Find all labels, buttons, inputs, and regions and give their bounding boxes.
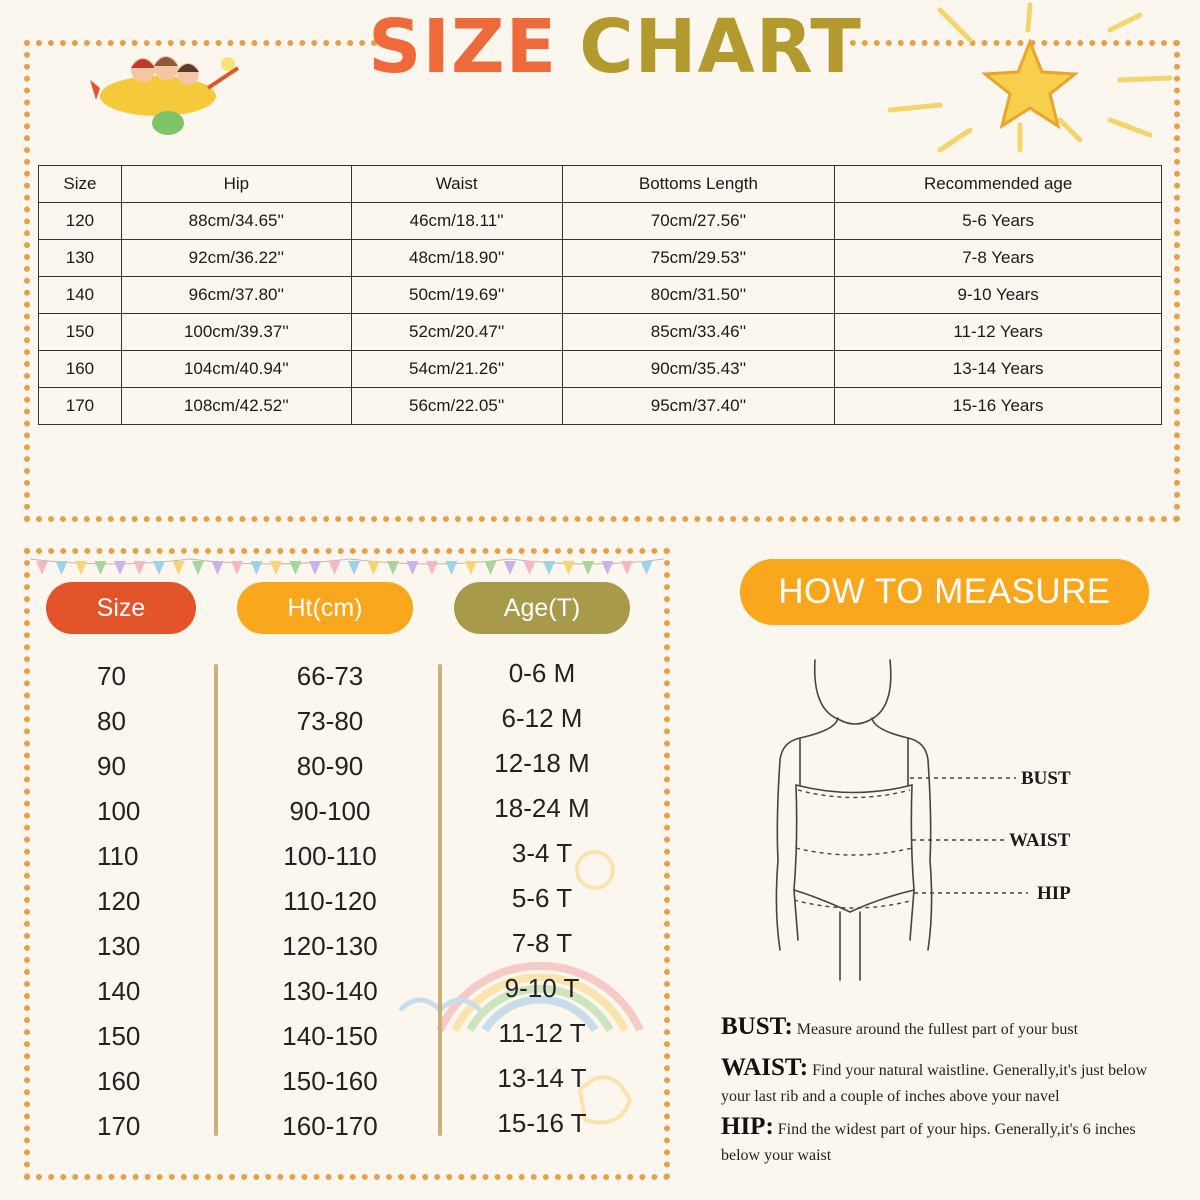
table-cell: 92cm/36.22'' [121, 240, 351, 277]
list-item: 70 [97, 661, 126, 691]
table-cell: 46cm/18.11'' [351, 203, 562, 240]
table-row [39, 388, 1162, 425]
table-row [39, 277, 1162, 314]
bunting-flag [212, 561, 224, 575]
bunting-flag [504, 561, 516, 575]
table-cell: 108cm/42.52'' [121, 388, 351, 425]
list-item: 140-150 [282, 1021, 378, 1051]
bunting-flag [407, 561, 419, 575]
bunting-flag [387, 561, 399, 575]
list-item: 7-8 T [511, 928, 573, 958]
table-cell: 13-14 Years [835, 351, 1162, 388]
list-item: 140 [97, 976, 141, 1006]
column-divider [214, 664, 218, 1136]
header-waist: Waist [351, 166, 562, 203]
table-cell: 100cm/39.37'' [121, 314, 351, 351]
table-row [39, 314, 1162, 351]
hip-text: Find the widest part of your hips. Generally,it's 6 inches below your waist [721, 1121, 1136, 1164]
table-cell: 85cm/33.46'' [562, 314, 835, 351]
size-table [38, 165, 1162, 425]
size-column-header: Size [46, 582, 196, 634]
list-item: 120 [97, 886, 141, 916]
header-recommended-age: Recommended age [835, 166, 1162, 203]
table-cell: 150 [39, 314, 122, 351]
table-cell: 52cm/20.47'' [351, 314, 562, 351]
table-cell: 96cm/37.80'' [121, 277, 351, 314]
list-item: 110 [97, 841, 139, 871]
height-values-list [240, 654, 420, 1149]
bunting-flag [543, 561, 555, 575]
bunting-flag [524, 561, 536, 575]
list-item: 120-130 [282, 931, 378, 961]
bust-term: BUST: [721, 1013, 793, 1040]
table-cell: 88cm/34.65'' [121, 203, 351, 240]
bunting-flag [192, 561, 204, 575]
list-item: 13-14 T [497, 1063, 587, 1093]
waist-text: Find your natural waistline. Generally,it's just below your last rib and a couple of inches above your navel [721, 1062, 1148, 1105]
header-size: Size [39, 166, 122, 203]
table-cell: 56cm/22.05'' [351, 388, 562, 425]
bunting-flag [290, 561, 302, 575]
bunting-flags-decoration [30, 555, 664, 585]
table-cell: 54cm/21.26'' [351, 351, 562, 388]
waist-label: WAIST [1009, 830, 1071, 851]
list-item: 9-10 T [504, 973, 580, 1003]
waist-instruction [721, 1055, 1171, 1110]
bunting-flag [446, 561, 458, 575]
table-row [39, 240, 1162, 277]
list-item: 130 [97, 931, 141, 961]
table-cell: 80cm/31.50'' [562, 277, 835, 314]
header-bottoms-length: Bottoms Length [562, 166, 835, 203]
table-row [39, 351, 1162, 388]
table-cell: 95cm/37.40'' [562, 388, 835, 425]
list-item: 6-12 M [501, 703, 583, 733]
list-item: 160 [97, 1066, 141, 1096]
bunting-flag [329, 561, 341, 575]
bunting-flag [621, 561, 633, 575]
table-cell: 15-16 Years [835, 388, 1162, 425]
age-column-header: Age(T) [454, 582, 630, 634]
star-rays-illustration [880, 0, 1200, 170]
table-cell: 90cm/35.43'' [562, 351, 835, 388]
list-item: 90 [97, 751, 126, 781]
bunting-flag [114, 561, 126, 575]
table-cell: 11-12 Years [835, 314, 1162, 351]
list-item: 3-4 T [511, 838, 573, 868]
bunting-flag [56, 561, 68, 575]
bust-text: Measure around the fullest part of your bust [796, 1021, 1079, 1038]
table-cell: 160 [39, 351, 122, 388]
height-column-header: Ht(cm) [237, 582, 413, 634]
bunting-flag [309, 561, 321, 575]
bunting-flag [641, 561, 653, 575]
hip-label: HIP [1037, 883, 1071, 904]
hip-instruction [721, 1114, 1171, 1169]
list-item: 110-120 [283, 886, 377, 916]
bunting-flag [153, 561, 165, 575]
size-values-list [60, 654, 180, 1149]
bunting-flag [485, 561, 497, 575]
table-cell: 130 [39, 240, 122, 277]
bunting-flag [602, 561, 614, 575]
list-item: 150-160 [282, 1066, 378, 1096]
list-item: 66-73 [296, 661, 364, 691]
table-cell: 7-8 Years [835, 240, 1162, 277]
list-item: 150 [97, 1021, 141, 1051]
table-cell: 50cm/19.69'' [351, 277, 562, 314]
bunting-flag [134, 561, 146, 575]
table-cell: 5-6 Years [835, 203, 1162, 240]
bunting-flag [251, 561, 263, 575]
bunting-flag [426, 561, 438, 575]
title-word-chart: CHART [579, 4, 862, 90]
list-item: 18-24 M [494, 793, 590, 823]
bunting-flag [348, 561, 360, 575]
list-item: 80-90 [296, 751, 364, 781]
list-item: 100 [97, 796, 141, 826]
list-item: 11-12 T [498, 1018, 586, 1048]
table-cell: 104cm/40.94'' [121, 351, 351, 388]
list-item: 12-18 M [494, 748, 590, 778]
bunting-flag [368, 561, 380, 575]
list-item: 170 [97, 1111, 141, 1141]
table-cell: 48cm/18.90'' [351, 240, 562, 277]
table-cell: 70cm/27.56'' [562, 203, 835, 240]
list-item: 160-170 [282, 1111, 378, 1141]
bunting-flag [582, 561, 594, 575]
title-word-size: SIZE [368, 4, 558, 90]
list-item: 0-6 M [508, 658, 576, 688]
waist-term: WAIST: [721, 1054, 809, 1081]
list-item: 5-6 T [511, 883, 573, 913]
list-item: 73-80 [296, 706, 364, 736]
bunting-flag [231, 561, 243, 575]
list-item: 80 [97, 706, 126, 736]
header-hip: Hip [121, 166, 351, 203]
bust-label: BUST [1021, 768, 1071, 789]
bunting-flag [563, 561, 575, 575]
bunting-flag [173, 561, 185, 575]
table-cell: 140 [39, 277, 122, 314]
table-cell: 75cm/29.53'' [562, 240, 835, 277]
age-values-list [452, 651, 632, 1146]
bunting-flag [270, 561, 282, 575]
table-cell: 120 [39, 203, 122, 240]
bunting-flag [36, 561, 48, 575]
bunting-flag [95, 561, 107, 575]
list-item: 130-140 [282, 976, 378, 1006]
how-to-measure-heading: HOW TO MEASURE [740, 559, 1149, 625]
body-outline-figure [760, 650, 1080, 990]
bust-instruction [721, 1014, 1171, 1043]
table-cell: 9-10 Years [835, 277, 1162, 314]
airplane-kids-illustration [88, 28, 248, 138]
list-item: 100-110 [283, 841, 377, 871]
bunting-flag [75, 561, 87, 575]
list-item: 15-16 T [497, 1108, 587, 1138]
bunting-flag [465, 561, 477, 575]
hip-term: HIP: [721, 1113, 774, 1140]
table-row [39, 203, 1162, 240]
list-item: 90-100 [289, 796, 371, 826]
table-header-row [39, 166, 1162, 203]
page-title [368, 4, 862, 90]
column-divider [438, 664, 442, 1136]
table-cell: 170 [39, 388, 122, 425]
